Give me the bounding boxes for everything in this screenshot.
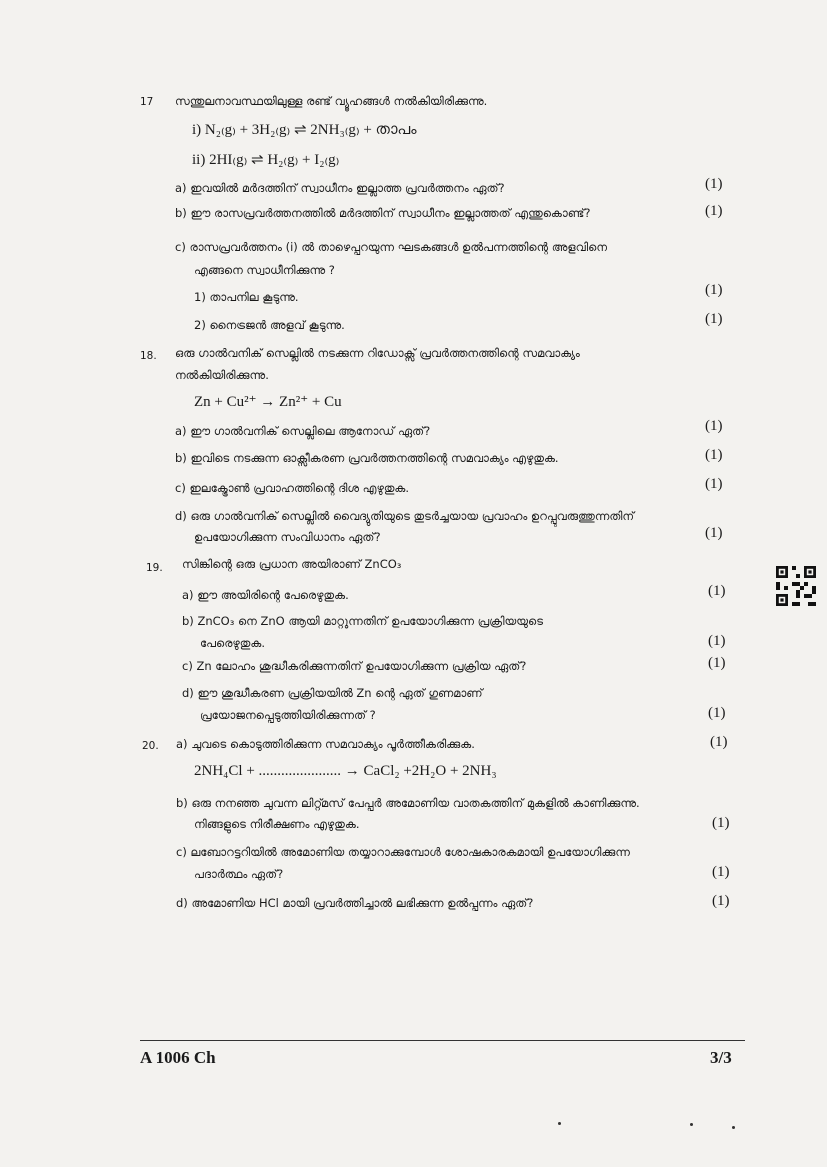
mark-label: (1) bbox=[708, 655, 726, 671]
sub-question: d) ഈ ശുദ്ധീകരണ പ്രക്രിയയിൽ Zn ന്റെ ഏത് ഗുണമാണ് bbox=[182, 686, 483, 700]
sub-question-cont: പദാർത്ഥം ഏത്? bbox=[194, 867, 284, 881]
sub-question: c) Zn ലോഹം ശുദ്ധീകരിക്കുന്നതിന് ഉപയോഗിക്കുന്ന പ്രക്രിയ ഏത്? bbox=[182, 659, 527, 673]
equation: 2NH₄Cl + ...................... → CaCl₂ +2H₂O + 2NH₃ bbox=[194, 763, 497, 779]
mark-label: (1) bbox=[710, 734, 728, 750]
footer-divider bbox=[140, 1040, 745, 1041]
sub-question: a) ഇവയിൽ മർദത്തിന് സ്വാധീനം ഇല്ലാത്ത പ്രവർത്തനം ഏത്? bbox=[175, 181, 505, 195]
mark-label: (1) bbox=[712, 815, 730, 831]
equation: i) N₂₍g₎ + 3H₂₍g₎ ⇌ 2NH₃₍g₎ + താപം bbox=[192, 122, 417, 138]
mark-label: (1) bbox=[705, 525, 723, 541]
equation: ii) 2HI₍g₎ ⇌ H₂₍g₎ + I₂₍g₎ bbox=[192, 152, 340, 168]
sub-question: a) ഈ അയിരിന്റെ പേരെഴുതുക. bbox=[182, 588, 349, 602]
mark-label: (1) bbox=[705, 311, 723, 327]
sub-question: c) ഇലക്ട്രോൺ പ്രവാഹത്തിന്റെ ദിശ എഴുതുക. bbox=[175, 481, 410, 495]
question-number: 19. bbox=[146, 562, 163, 574]
mark-label: (1) bbox=[705, 418, 723, 434]
question-stem: സിങ്കിന്റെ ഒരു പ്രധാന അയിരാണ് ZnCO₃ bbox=[182, 557, 402, 571]
sub-question: a) ഈ ഗാൽവനിക് സെല്ലിലെ ആനോഡ് ഏത്? bbox=[175, 424, 431, 438]
page-number: 3/3 bbox=[710, 1048, 732, 1067]
scan-speck bbox=[690, 1123, 693, 1126]
sub-question: b) ഇവിടെ നടക്കുന്ന ഓക്സീകരണ പ്രവർത്തനത്തിന്റെ സമവാക്യം എഴുതുക. bbox=[175, 451, 559, 465]
paper-code: A 1006 Ch bbox=[140, 1048, 216, 1067]
mark-label: (1) bbox=[705, 282, 723, 298]
sub-question: a) ചുവടെ കൊടുത്തിരിക്കുന്ന സമവാക്യം പൂർത്തീകരിക്കുക. bbox=[176, 737, 475, 751]
question-number: 20. bbox=[142, 740, 159, 752]
mark-label: (1) bbox=[712, 893, 730, 909]
mark-label: (1) bbox=[708, 633, 726, 649]
question-number: 18. bbox=[140, 350, 157, 362]
sub-question-cont: എങ്ങനെ സ്വാധീനിക്കുന്നു ? bbox=[194, 263, 335, 277]
mark-label: (1) bbox=[708, 583, 726, 599]
sub-item: 1) താപനില കൂടുന്നു. bbox=[194, 290, 299, 304]
sub-question: d) അമോണിയ HCl മായി പ്രവർത്തിച്ചാൽ ലഭിക്കുന്ന ഉൽപ്പന്നം ഏത്? bbox=[176, 896, 534, 910]
question-number: 17 bbox=[140, 96, 154, 108]
sub-item: 2) നൈട്രജൻ അളവ് കൂടുന്നു. bbox=[194, 318, 345, 332]
sub-question-cont: നിങ്ങളുടെ നിരീക്ഷണം എഴുതുക. bbox=[194, 817, 360, 831]
sub-question: b) ഈ രാസപ്രവർത്തനത്തിൽ മർദത്തിന് സ്വാധീനം ഇല്ലാത്തത് എന്തുകൊണ്ട്? bbox=[175, 206, 591, 220]
sub-question-cont: പ്രയോജനപ്പെടുത്തിയിരിക്കുന്നത് ? bbox=[200, 708, 376, 722]
mark-label: (1) bbox=[705, 176, 723, 192]
sub-question-cont: ഉപയോഗിക്കുന്ന സംവിധാനം ഏത്? bbox=[194, 530, 381, 544]
sub-question: b) ഒരു നനഞ്ഞ ചുവന്ന ലിറ്റ്മസ് പേപ്പർ അമോണിയ വാതകത്തിന് മുകളിൽ കാണിക്കുന്നു. bbox=[176, 796, 640, 810]
question-stem: സന്തുലനാവസ്ഥയിലുള്ള രണ്ട് വ്യൂഹങ്ങൾ നൽകിയിരിക്കുന്നു. bbox=[175, 94, 488, 108]
scan-speck bbox=[558, 1122, 561, 1125]
mark-label: (1) bbox=[705, 476, 723, 492]
question-stem: ഒരു ഗാൽവനിക് സെല്ലിൽ നടക്കുന്ന റിഡോക്സ് പ്രവർത്തനത്തിന്റെ സമവാക്യം bbox=[175, 346, 580, 360]
mark-label: (1) bbox=[712, 864, 730, 880]
mark-label: (1) bbox=[705, 203, 723, 219]
sub-question-cont: പേരെഴുതുക. bbox=[200, 636, 266, 650]
sub-question: c) രാസപ്രവർത്തനം (i) ൽ താഴെപ്പറയുന്ന ഘടകങ്ങൾ ഉൽപന്നത്തിന്റെ അളവിനെ bbox=[175, 240, 608, 254]
scan-speck bbox=[732, 1126, 735, 1129]
mark-label: (1) bbox=[705, 447, 723, 463]
sub-question: d) ഒരു ഗാൽവനിക് സെല്ലിൽ വൈദ്യുതിയുടെ തുടർച്ചയായ പ്രവാഹം ഉറപ്പുവരുത്തുന്നതിന് bbox=[175, 509, 635, 523]
equation: Zn + Cu²⁺ → Zn²⁺ + Cu bbox=[194, 394, 342, 410]
sub-question: b) ZnCO₃ നെ ZnO ആയി മാറ്റുന്നതിന് ഉപയോഗിക്കുന്ന പ്രക്രിയയുടെ bbox=[182, 614, 543, 628]
sub-question: c) ലബോറട്ടറിയിൽ അമോണിയ തയ്യാറാക്കുമ്പോൾ ശോഷകാരകമായി ഉപയോഗിക്കുന്ന bbox=[176, 845, 630, 859]
mark-label: (1) bbox=[708, 705, 726, 721]
question-stem-cont: നൽകിയിരിക്കുന്നു. bbox=[175, 368, 269, 382]
qr-code-icon bbox=[776, 566, 816, 606]
